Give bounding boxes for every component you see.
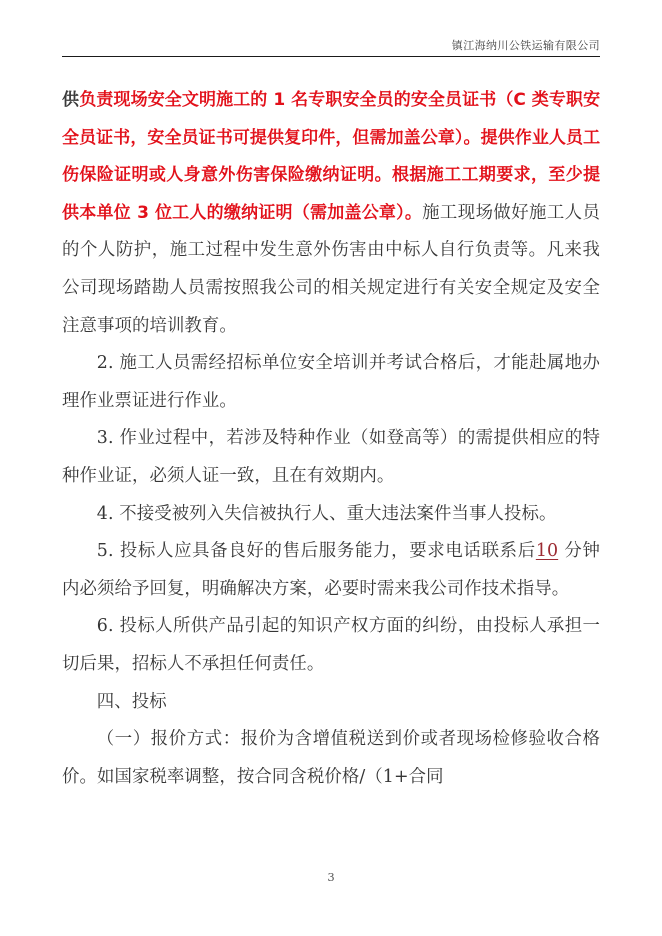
header-company-name: 镇江海纳川公铁运输有限公司 — [451, 39, 600, 52]
text-run-plain: 分钟内必须给予回复，明确解决方案，必要时需来我公司作技术指导。 — [62, 541, 600, 599]
paragraph-clause-5 — [62, 533, 600, 608]
paragraph-clause-2 — [62, 345, 600, 420]
paragraph-clause-1-continued — [62, 82, 600, 345]
text-run-ul-red: 10 — [535, 541, 559, 562]
page-header — [62, 38, 600, 57]
text-run-plain: 3. 作业过程中，若涉及特种作业（如登高等）的需提供相应的特种作业证，必须人证一致，且在有效期内。 — [62, 428, 600, 486]
header-divider-rule — [62, 56, 600, 57]
text-run-red: 负责现场安全文明施工的 1 名专职安全员的安全员证书（C 类专职安全员证书，安全员证书可提供复印件，但需加盖公章）。提供作业人员工伤保险证明或人身意外伤害保险缴纳证明。根据施工工期要求，至少提供本单位 3 位工人的缴纳证明（需加盖公章）。 — [62, 90, 600, 223]
text-run-plain: 5. 投标人应具备良好的售后服务能力，要求电话联系后 — [96, 541, 536, 562]
page-number: 3 — [327, 870, 335, 884]
text-run-plain: 6. 投标人所供产品引起的知识产权方面的纠纷，由投标人承担一切后果，招标人不承担任何责任。 — [62, 616, 600, 674]
paragraph-clause-6 — [62, 608, 600, 683]
page-footer — [0, 866, 662, 885]
text-run-lead-black: 供 — [62, 90, 80, 110]
text-run-plain: 施工现场做好施工人员的个人防护，施工过程中发生意外伤害由中标人自行负责等。凡来我公司现场踏勘人员需按照我公司的相关规定进行有关安全规定及安全注意事项的培训教育。 — [62, 202, 600, 336]
paragraph-section-four-item-1 — [62, 721, 600, 796]
paragraph-clause-3 — [62, 420, 600, 495]
text-run-plain: （一）报价方式：报价为含增值税送到价或者现场检修验收合格价。如国家税率调整，按合同含税价格/（1+合同 — [62, 729, 600, 787]
text-run-plain: 4. 不接受被列入失信被执行人、重大违法案件当事人投标。 — [96, 503, 557, 524]
paragraph-clause-4 — [62, 496, 600, 534]
document-body — [62, 82, 600, 796]
text-run-plain: 四、投标 — [96, 691, 167, 712]
text-run-plain: 2. 施工人员需经招标单位安全培训并考试合格后，才能赴属地办理作业票证进行作业。 — [62, 353, 600, 411]
paragraph-section-four-heading — [62, 684, 600, 722]
